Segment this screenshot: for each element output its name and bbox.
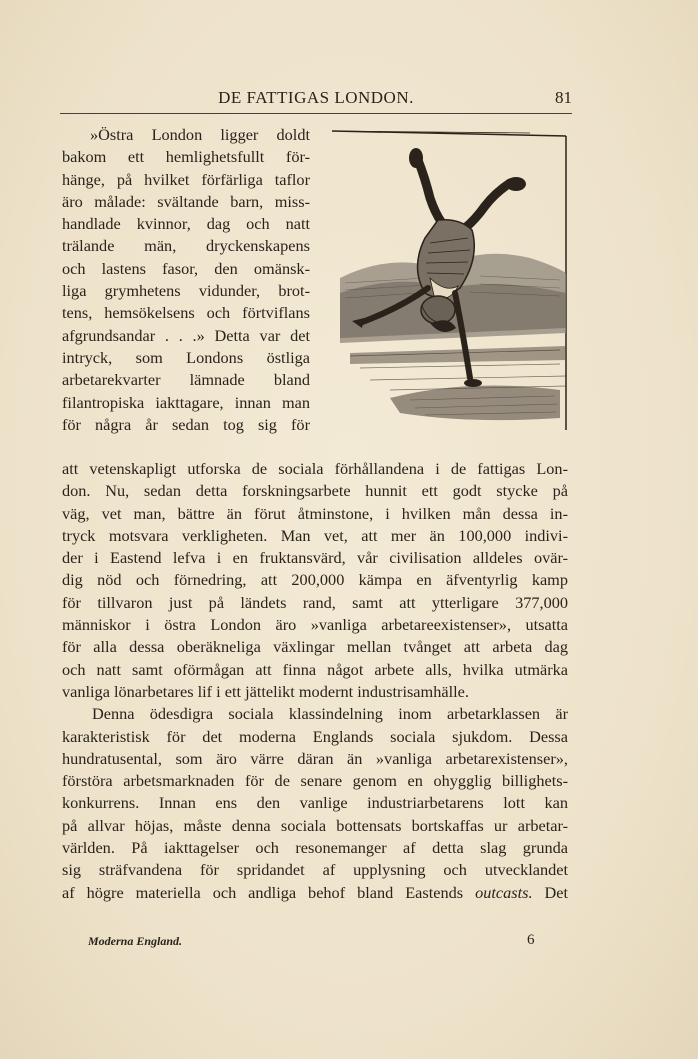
text-line: arbetarekvarter lämnade bland bbox=[62, 370, 310, 390]
footer-book-title: Moderna England. bbox=[88, 934, 183, 948]
text-line: världen. På iakttagelser och resonemanger af detta slag grunda bbox=[62, 838, 568, 858]
text-line: der i Eastend lefva i en fruktansvärd, vår civilisation alldeles ovär- bbox=[62, 548, 568, 568]
italic-term: outcasts. bbox=[475, 882, 533, 902]
text-line: intryck, som Londons östliga bbox=[62, 347, 310, 367]
text-line: handlade kvinnor, dag och natt bbox=[62, 214, 310, 234]
text-line: bakom ett hemlighetsfullt för- bbox=[62, 147, 310, 167]
body-text bbox=[62, 458, 568, 904]
text-line: för tillvaron just på ländets rand, samt att ytterligare 377,000 bbox=[62, 592, 568, 612]
text-line: tens, hemsökelsens och förtviflans bbox=[62, 303, 310, 323]
text-line: don. Nu, sedan detta forskningsarbete hunnit ett godt stycke på bbox=[62, 481, 568, 501]
header-rule bbox=[60, 113, 572, 114]
text-line: och lastens fasor, den omänsk- bbox=[62, 258, 310, 278]
text-line: trälande män, dryckenskapens bbox=[62, 236, 310, 256]
text-line: afgrundsandar . . .» Detta var det bbox=[62, 325, 310, 345]
text-line: dig nöd och förnedring, att 200,000 kämpa en äfventyrlig kamp bbox=[62, 570, 568, 590]
text-line: sig sträfvandena för spridandet af upplysning och utvecklandet bbox=[62, 860, 568, 880]
text-line: äro målade: svältande barn, miss- bbox=[62, 191, 310, 211]
signature-mark: 6 bbox=[527, 932, 535, 948]
text-line: på allvar höjas, måste denna sociala bottensats bortskaffas ur arbetar- bbox=[62, 815, 568, 835]
running-title: DE FATTIGAS LONDON. bbox=[218, 88, 414, 107]
page-header bbox=[60, 88, 572, 112]
text-line: »Östra London ligger doldt bbox=[90, 125, 310, 144]
text-fragment: Det bbox=[532, 882, 569, 902]
text-line: för några år sedan tog sig för bbox=[62, 414, 310, 434]
text-line: och natt samt oförmågan att finna något arbete alls, hvilka utmärka bbox=[62, 659, 568, 679]
page-number: 81 bbox=[555, 88, 572, 107]
text-line-last bbox=[62, 882, 568, 904]
text-line: Denna ödesdigra sociala klassindelning inom arbetarklassen är bbox=[92, 704, 568, 724]
text-line: att vetenskapligt utforska de sociala förhållandena i de fattigas Lon- bbox=[62, 459, 568, 478]
cartwheeling-boy-engraving-icon bbox=[330, 128, 568, 433]
wrapped-paragraph bbox=[62, 124, 310, 436]
text-line: liga grymhetens vidunder, brot- bbox=[62, 281, 310, 301]
text-line: för alla dessa oberäkneliga växlingar mellan tvånget att arbeta dag bbox=[62, 637, 568, 657]
text-line: tryck motsvara verkligheten. Man vet, att mer än 100,000 indivi- bbox=[62, 525, 568, 545]
text-line: vanliga lönarbetares lif i ett jättelikt modernt industrisamhälle. bbox=[62, 681, 469, 701]
text-line: väg, vet man, bättre än förut åtminstone, i hvilken mån dessa in- bbox=[62, 503, 568, 523]
text-line: konkurrens. Innan ens den vanlige industriarbetarens lott kan bbox=[62, 793, 568, 813]
text-line: filantropiska iakttagare, innan man bbox=[62, 392, 310, 412]
text-line: hundratusental, som äro värre däran än »vanliga arbetarexistenser», bbox=[62, 748, 568, 768]
text-line: hänge, på hvilket förfärliga taflor bbox=[62, 169, 310, 189]
text-fragment: af högre materiella och andliga behof bland Eastends bbox=[62, 882, 476, 902]
text-line: förstöra arbetsmarknaden för de senare genom en ohygglig billighets- bbox=[62, 771, 568, 791]
text-line: karakteristisk för det moderna Englands sociala sjukdom. Dessa bbox=[62, 726, 568, 746]
text-line: människor i östra London äro »vanliga arbetareexistenser», utsatta bbox=[62, 615, 568, 635]
